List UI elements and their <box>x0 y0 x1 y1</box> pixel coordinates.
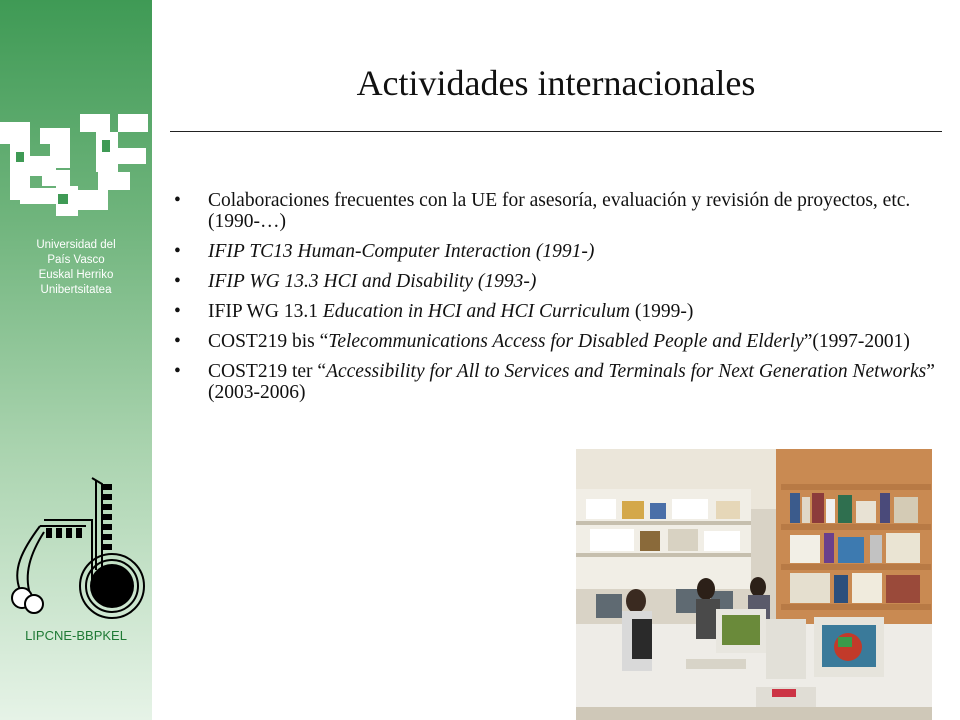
bullet-text: Accessibility for All to Services and Terminals for Next Generation Networks <box>326 361 927 382</box>
university-name-line: Universidad del <box>36 239 116 251</box>
university-name-line: País Vasco <box>47 254 105 266</box>
lab-logo-icon <box>4 470 152 630</box>
bullet-text: IFIP WG 13.1 <box>208 301 323 322</box>
bullet-text: COST219 ter “ <box>208 361 327 382</box>
bullet-item <box>170 301 940 322</box>
bullet-list <box>170 190 940 412</box>
university-name <box>0 238 152 298</box>
bullet-item <box>170 361 940 403</box>
university-logo-icon <box>0 108 152 228</box>
bullet-symbol: • <box>174 361 181 382</box>
bullet-item <box>170 331 940 352</box>
university-name-line: Unibertsitatea <box>40 284 112 296</box>
bullet-text: Colaboraciones frecuentes con la UE for asesoría, evaluación y revisión de proyectos, etc. (1990-…) <box>208 190 911 232</box>
bullet-text: IFIP WG 13.3 HCI and Disability (1993-) <box>208 271 537 292</box>
bullet-symbol: • <box>174 331 181 352</box>
bullet-item <box>170 271 940 292</box>
bullet-item <box>170 241 940 262</box>
bullet-symbol: • <box>174 190 181 211</box>
lab-name: LIPCNE-BBPKEL <box>25 628 127 643</box>
bullet-symbol: • <box>174 241 181 262</box>
bullet-item <box>170 190 940 232</box>
bullet-text: COST219 bis “ <box>208 331 329 352</box>
computer-lab-photo <box>576 449 932 720</box>
bullet-text: IFIP TC13 Human-Computer Interaction (1991-) <box>208 241 595 262</box>
title-divider <box>170 131 942 132</box>
bullet-symbol: • <box>174 271 181 292</box>
bullet-symbol: • <box>174 301 181 322</box>
bullet-text: ”(1997-2001) <box>803 331 910 352</box>
university-name-line: Euskal Herriko <box>38 269 114 281</box>
slide-title: Actividades internacionales <box>356 63 756 103</box>
bullet-text: (1999-) <box>629 301 694 322</box>
bullet-text: ” (2003-2006) <box>208 361 935 403</box>
sidebar <box>0 0 152 720</box>
bullet-text: Telecommunications Access for Disabled People and Elderly <box>328 331 804 352</box>
bullet-text: Education in HCI and HCI Curriculum <box>322 301 630 322</box>
